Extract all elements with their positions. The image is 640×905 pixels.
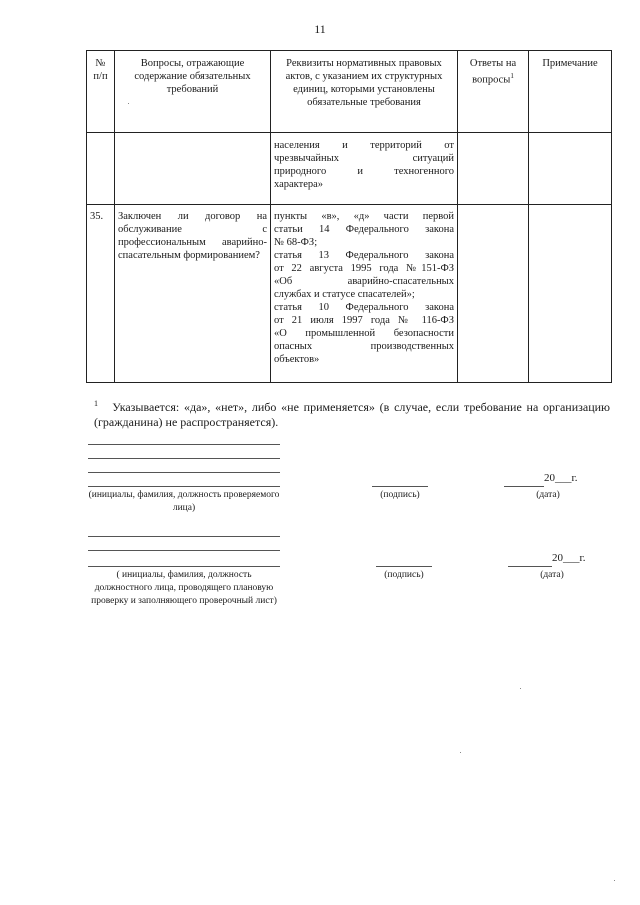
- date-year: 20___г.: [552, 552, 586, 564]
- page-number: 11: [314, 22, 326, 36]
- cell-question: [115, 133, 271, 205]
- signature-line: [372, 486, 428, 487]
- cell-question: Заключен ли договор на обслуживание с профессиональным аварийно-спасательным формированием?: [115, 205, 271, 383]
- date-year: 20___г.: [544, 472, 578, 484]
- name-line: [88, 566, 280, 567]
- cell-requisites: населения и территорий от чрезвычайных ситуаций природного и техногенного характера»: [271, 133, 458, 205]
- date-line: [508, 566, 552, 567]
- name-line: [88, 536, 280, 537]
- header-answers: Ответы на вопросы$^1$: [458, 51, 529, 133]
- header-num: № п/п: [87, 51, 115, 133]
- scan-speck: [520, 688, 521, 689]
- table-row-35: [87, 205, 612, 383]
- date-caption: (дата): [540, 570, 564, 580]
- footnote: [94, 396, 610, 430]
- cell-num: 35.: [87, 205, 115, 383]
- cell-answer: [458, 133, 529, 205]
- name-line: [88, 472, 280, 473]
- name-line: [88, 486, 280, 487]
- cell-answer: [458, 205, 529, 383]
- checklist-table: [86, 50, 612, 383]
- date-line: [504, 486, 544, 487]
- cell-note: [529, 133, 612, 205]
- scan-speck: [614, 880, 615, 881]
- name-line: [88, 444, 280, 445]
- signature-caption: (подпись): [384, 570, 424, 580]
- name-line: [88, 458, 280, 459]
- inspected-person-caption: (инициалы, фамилия, должность проверяемого лица): [88, 490, 280, 513]
- cell-requisites: пункты «в», «д» части первой статьи 14 Федерального закона № 68-ФЗ; статья 13 Федерального закона от 22 августа 1995 года №151-ФЗ «Об аварийно-спасательных службах и статусе спасателей»; статья 10 Федерального закона от 21 июля 1997 года № 116-ФЗ «О промышленной безопасности опасных производственных объектов»: [271, 205, 458, 383]
- header-requisites: Реквизиты нормативных правовых актов, с указанием их структурных единиц, которыми установлены обязательные требования: [271, 51, 458, 133]
- signature-line: [376, 566, 432, 567]
- header-questions: Вопросы, отражающие содержание обязательных требований: [115, 51, 271, 133]
- footnote-mark: 1: [94, 399, 98, 408]
- signature-caption: (подпись): [380, 490, 420, 500]
- table-row-continuation: [87, 133, 612, 205]
- cell-num: [87, 133, 115, 205]
- name-line: [88, 550, 280, 551]
- table-header-row: [87, 51, 612, 133]
- scan-speck: [128, 103, 129, 104]
- inspector-caption: ( инициалы, фамилия, должность должностного лица, проводящего плановую проверку и заполняющего проверочный лист): [91, 570, 277, 606]
- date-caption: (дата): [536, 490, 560, 500]
- footnote-text: Указывается: «да», «нет», либо «не применяется» (в случае, если требование на организацию (гражданина) не распространяется).: [94, 400, 610, 429]
- header-note: Примечание: [529, 51, 612, 133]
- scan-speck: [460, 752, 461, 753]
- cell-note: [529, 205, 612, 383]
